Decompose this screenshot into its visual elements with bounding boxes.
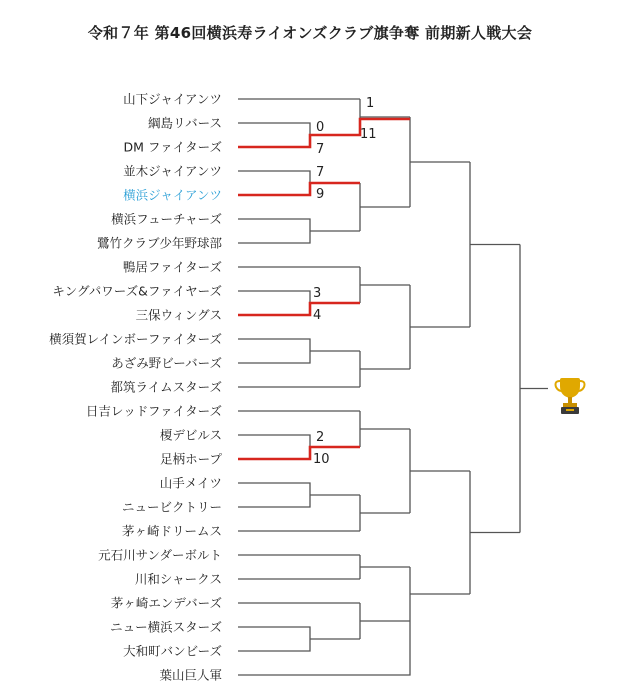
team-label: 山下ジャイアンツ	[123, 91, 222, 107]
team-label: 三保ウィングス	[135, 307, 222, 323]
team-label: 葉山巨人軍	[159, 667, 222, 683]
team-label: 大和町バンビーズ	[123, 643, 222, 659]
score-label: 10	[313, 452, 330, 467]
trophy-icon	[556, 378, 585, 414]
team-label: 茅ヶ崎ドリームス	[121, 523, 222, 539]
team-label: 日吉レッドファイターズ	[85, 403, 222, 419]
team-label: 川和シャークス	[134, 571, 222, 587]
score-label: 11	[360, 127, 377, 142]
bracket-line	[238, 435, 310, 459]
bracket-line	[238, 483, 310, 507]
bracket-line	[238, 219, 310, 243]
team-label: 鴨居ファイターズ	[122, 259, 222, 275]
winner-line	[238, 303, 360, 315]
bracket-line	[238, 123, 310, 147]
team-label: ニュービクトリー	[121, 499, 222, 515]
team-label: 鷺竹クラブ少年野球部	[96, 235, 222, 251]
team-label: 榎デビルス	[159, 427, 222, 443]
bracket-line	[238, 627, 310, 651]
team-label: DM ファイターズ	[123, 139, 222, 155]
bracket-line	[238, 291, 310, 315]
team-label: 都筑ライムスターズ	[110, 379, 222, 395]
team-label: あざみ野ビーバーズ	[111, 355, 222, 371]
team-label: キングパワーズ&ファイヤーズ	[52, 283, 222, 299]
score-label: 2	[316, 430, 325, 445]
bracket-line	[360, 621, 410, 675]
bracket-line	[238, 339, 310, 363]
team-label: 横浜ジャイアンツ	[123, 187, 222, 203]
score-label: 7	[316, 142, 325, 157]
team-label: 山手メイツ	[159, 475, 222, 491]
team-label: 横浜フューチャーズ	[111, 211, 222, 227]
team-label: 横須賀レインボーファイターズ	[49, 331, 222, 347]
page-title: 令和７年 第46回横浜寿ライオンズクラブ旗争奪 前期新人戦大会	[87, 24, 533, 42]
bracket-line	[238, 171, 310, 195]
score-label: 7	[316, 165, 325, 180]
team-labels	[49, 92, 222, 683]
team-label: 元石川サンダーボルト	[98, 547, 222, 563]
team-label: 綱島リバース	[147, 115, 222, 131]
score-label: 3	[313, 286, 322, 301]
bracket-lines	[238, 99, 548, 675]
score-label: 9	[316, 187, 325, 202]
winner-line	[238, 447, 360, 459]
winner-line	[238, 183, 360, 195]
team-label: 足柄ホープ	[160, 451, 222, 467]
score-label: 1	[366, 96, 375, 111]
team-label: 並木ジャイアンツ	[123, 163, 222, 179]
score-label: 0	[316, 120, 325, 135]
team-label: ニュー横浜スターズ	[110, 619, 222, 635]
score-label: 4	[313, 308, 322, 323]
team-label: 茅ヶ崎エンデバーズ	[110, 595, 222, 611]
